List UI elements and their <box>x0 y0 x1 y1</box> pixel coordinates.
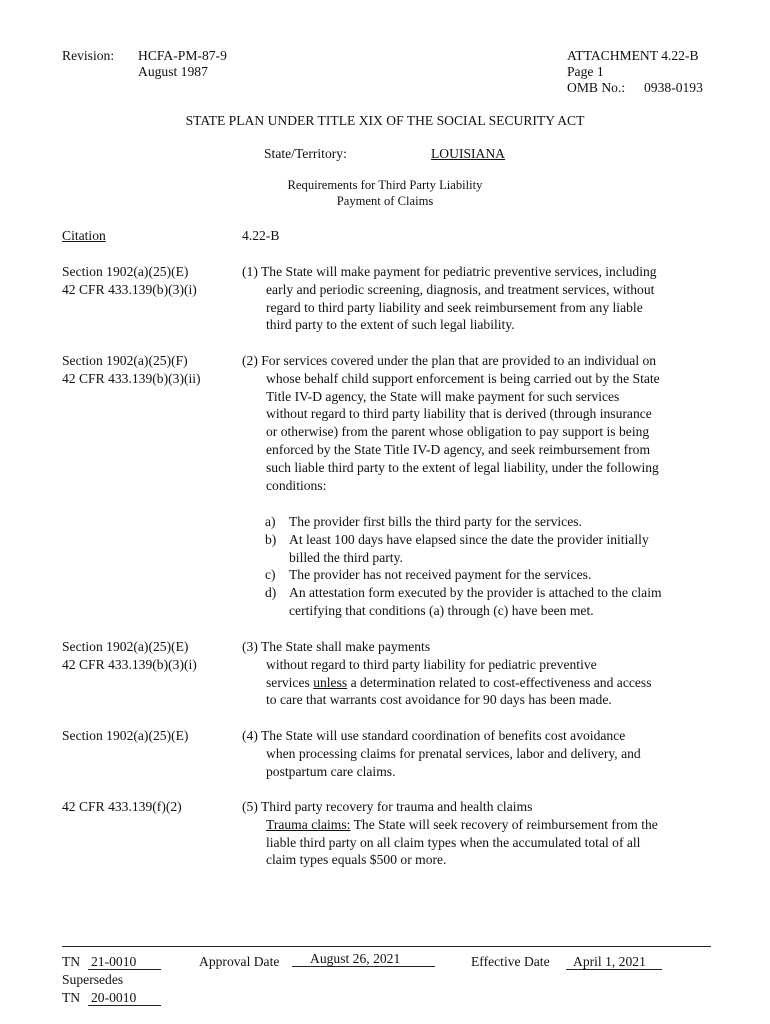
item-2-line: Title IV-D agency, the State will make payment for such services <box>266 388 620 404</box>
condition-c: c) The provider has not received payment for the services. <box>265 567 592 583</box>
tn2-value: 20-0010 <box>88 990 161 1006</box>
footer-rule <box>62 946 711 947</box>
item-3 <box>242 638 712 709</box>
item-5-line: Trauma claims: The State will seek recovery of reimbursement from the <box>266 816 658 832</box>
citation-2-line2: 42 CFR 433.139(b)(3)(ii) <box>62 371 201 386</box>
item-2-line: conditions: <box>266 477 327 493</box>
citation-4-line1: Section 1902(a)(25)(E) <box>62 728 189 743</box>
section-number: 4.22-B <box>242 228 280 243</box>
condition-a: a) The provider first bills the third party for the services. <box>265 514 582 529</box>
citation-2 <box>62 352 201 388</box>
revision-label: Revision: <box>62 48 115 63</box>
item-2 <box>242 352 712 494</box>
tn2-label: TN <box>62 990 81 1005</box>
approval-date-field: August 26, 2021 <box>292 951 435 967</box>
item-4-line: postpartum care claims. <box>266 763 396 779</box>
citation-2-line1: Section 1902(a)(25)(F) <box>62 353 188 368</box>
item-5-line: claim types equals $500 or more. <box>266 852 447 868</box>
item-2-line: whose behalf child support enforcement is being carried out by the State <box>266 370 660 386</box>
citation-1-line2: 42 CFR 433.139(b)(3)(i) <box>62 282 197 297</box>
attachment-label: ATTACHMENT 4.22-B <box>567 48 699 63</box>
item-2-line: such liable third party to the extent of legal liability, under the following <box>266 459 659 475</box>
revision-date: August 1987 <box>138 64 208 79</box>
item-2-line: enforced by the State Title IV-D agency, and seek reimbursement from <box>266 441 651 457</box>
state-label: State/Territory: <box>264 146 347 161</box>
page-title: STATE PLAN UNDER TITLE XIX OF THE SOCIAL SECURITY ACT <box>185 113 585 128</box>
item-5 <box>242 798 712 869</box>
condition-b: b) At least 100 days have elapsed since the date the provider initially billed the third party. <box>265 531 649 565</box>
citation-3-line2: 42 CFR 433.139(b)(3)(i) <box>62 657 197 672</box>
citation-1-line1: Section 1902(a)(25)(E) <box>62 264 189 279</box>
item-5-line: liable third party on all claim types when the accumulated total of all <box>266 834 641 850</box>
item-4-line: when processing claims for prenatal services, labor and delivery, and <box>266 745 641 761</box>
item-1-line: regard to third party liability and seek reimbursement from any liable <box>266 299 643 315</box>
subtitle-line2: Payment of Claims <box>336 194 434 208</box>
effective-date-field: April 1, 2021 <box>566 954 662 970</box>
item-4 <box>242 727 712 780</box>
item-2-line: without regard to third party liability that is derived (through insurance <box>266 406 652 422</box>
condition-list <box>265 513 715 620</box>
item-1-line: third party to the extent of such legal liability. <box>266 317 515 333</box>
unless-emphasis: unless <box>313 674 348 690</box>
citation-5 <box>62 798 182 816</box>
revision-code: HCFA-PM-87-9 <box>138 48 227 63</box>
omb-label: OMB No.: <box>567 80 626 95</box>
tn-label: TN <box>62 954 81 969</box>
item-2-line: (2) For services covered under the plan that are provided to an individual on <box>242 353 657 368</box>
trauma-claims-label: Trauma claims: <box>266 816 351 832</box>
subtitle-line1: Requirements for Third Party Liability <box>287 178 483 192</box>
state-value: LOUISIANA <box>431 146 506 161</box>
item-1-line: (1) The State will make payment for pediatric preventive services, including <box>242 264 657 279</box>
item-1 <box>242 263 712 334</box>
citation-1 <box>62 263 197 299</box>
item-2-line: or otherwise) from the parent whose obligation to pay support is being <box>266 424 650 440</box>
item-1-line: early and periodic screening, diagnosis, and treatment services, without <box>266 281 655 297</box>
citation-4 <box>62 727 188 745</box>
item-4-line: (4) The State will use standard coordination of benefits cost avoidance <box>242 728 626 743</box>
citation-3-line1: Section 1902(a)(25)(E) <box>62 639 189 654</box>
item-5-line: (5) Third party recovery for trauma and health claims <box>242 799 533 814</box>
condition-d: d) An attestation form executed by the provider is attached to the claim certifying that conditions (a) through (c) have been met. <box>265 585 662 618</box>
page-number: Page 1 <box>567 64 604 79</box>
item-3-line: (3) The State shall make payments <box>242 639 431 654</box>
item-3-line: services unless a determination related to cost-effectiveness and access <box>266 674 652 690</box>
tn-value: 21-0010 <box>88 954 161 970</box>
item-3-line: to care that warrants cost avoidance for 90 days has been made. <box>266 692 612 708</box>
omb-number: 0938-0193 <box>644 80 703 95</box>
supersedes-label: Supersedes <box>62 972 124 987</box>
approval-date-label: Approval Date <box>199 954 280 969</box>
effective-date-label: Effective Date <box>471 954 550 969</box>
citation-3 <box>62 638 197 674</box>
citation-header: Citation <box>62 228 106 243</box>
item-3-line: without regard to third party liability for pediatric preventive <box>266 656 597 672</box>
citation-5-line1: 42 CFR 433.139(f)(2) <box>62 799 182 814</box>
